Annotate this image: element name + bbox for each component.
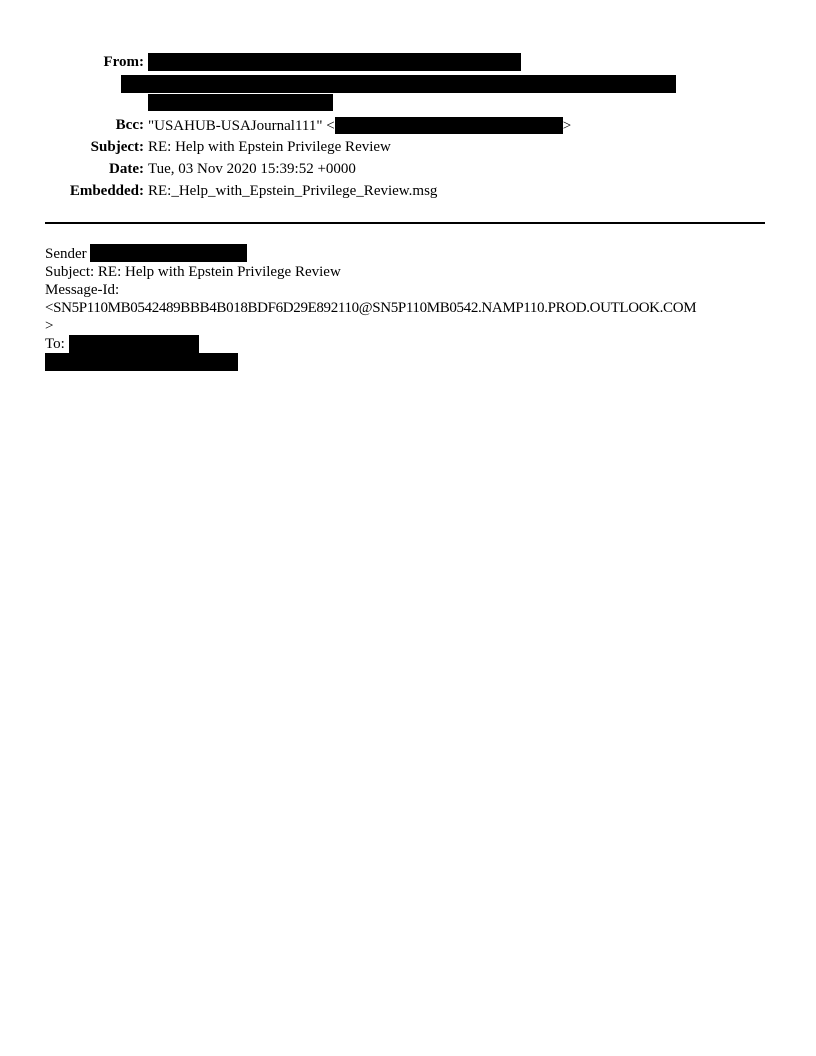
redaction-from-line-1: [148, 53, 521, 71]
message-id-close: >: [45, 318, 54, 334]
sender-label: Sender: [45, 246, 87, 262]
sender-line: [45, 246, 87, 263]
subject-value: RE: Help with Epstein Privilege Review: [148, 139, 391, 155]
message-id-value: <SN5P110MB0542489BBB4B018BDF6D29E892110@SN5P110MB0542.NAMP110.PROD.OUTLOOK.COM: [45, 300, 697, 316]
embedded-attachment-name: RE:_Help_with_Epstein_Privilege_Review.msg: [148, 183, 438, 199]
to-label: To:: [45, 336, 65, 352]
redaction-to-line-1: [69, 335, 199, 353]
redaction-from-line-2: [121, 75, 676, 93]
redaction-sender: [90, 244, 247, 262]
from-label: From:: [103, 54, 144, 70]
subject-label: Subject:: [90, 139, 144, 155]
bcc-display-name: "USAHUB-USAJournal111" <: [148, 118, 335, 134]
bcc-value: [148, 117, 571, 135]
redaction-to-line-2: [45, 353, 238, 371]
bcc-close-bracket: >: [562, 118, 572, 134]
body-subject-line: Subject: RE: Help with Epstein Privilege Review: [45, 264, 341, 280]
header-divider: [45, 222, 765, 224]
date-label: Date:: [109, 161, 144, 177]
bcc-label: Bcc:: [115, 117, 144, 133]
message-id-label: Message-Id:: [45, 282, 120, 298]
redaction-from-line-3: [148, 94, 333, 111]
date-value: Tue, 03 Nov 2020 15:39:52 +0000: [148, 161, 356, 177]
embedded-label: Embedded:: [69, 183, 144, 199]
redaction-bcc-address: [335, 117, 563, 134]
